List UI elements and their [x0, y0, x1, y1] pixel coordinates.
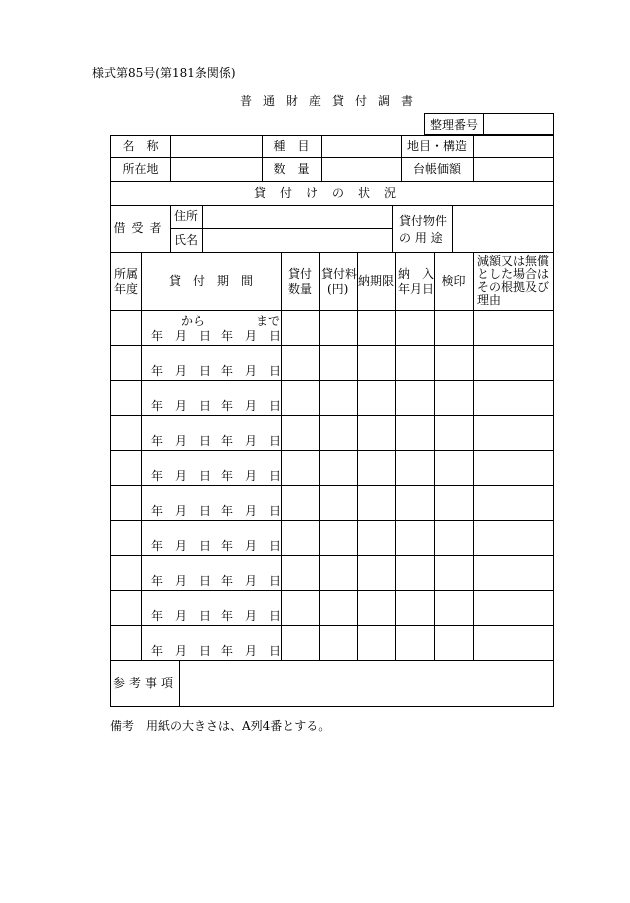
form-table — [110, 135, 554, 707]
name-label: 名 称 — [122, 139, 159, 153]
period-start-date: 年 月 日 — [151, 644, 212, 658]
reason-header-4: 理由 — [477, 293, 502, 307]
management-number-box — [424, 113, 554, 135]
period-end-date: 年 月 日 — [221, 644, 282, 658]
address-label: 住所 — [173, 209, 198, 223]
period-start-date: 年 月 日 — [151, 574, 212, 588]
reason-header-3: その根拠及び — [477, 280, 550, 294]
lease-status-label: 貸付けの状況 — [253, 185, 410, 200]
land-category-label: 地目・構造 — [406, 139, 467, 153]
period-start-date: 年 月 日 — [151, 469, 212, 483]
fiscal-year-header-1: 所属 — [114, 267, 139, 281]
period-start-date: 年 月 日 — [151, 434, 212, 448]
quantity-header-1: 貸付 — [288, 267, 313, 281]
ledger-price-label: 台帳価額 — [412, 161, 461, 176]
period-to-label: まで — [256, 314, 281, 328]
period-start-date: 年 月 日 — [151, 504, 212, 518]
period-header: 貸 付 期 間 — [168, 273, 253, 288]
page-title: 普通財産貸付調書 — [239, 94, 424, 108]
footnote: 備考 用紙の大きさは、A列4番とする。 — [110, 719, 331, 733]
reason-header-1: 減額又は無償 — [477, 254, 550, 268]
deadline-header: 納期限 — [357, 273, 394, 288]
payment-header-2: 年月日 — [398, 282, 435, 296]
period-end-date: 年 月 日 — [221, 609, 282, 623]
location-label: 所在地 — [122, 161, 159, 176]
management-number-label: 整理番号 — [425, 114, 484, 134]
period-start-date: 年 月 日 — [151, 539, 212, 553]
payment-header-1: 納 入 — [398, 267, 435, 281]
period-end-date: 年 月 日 — [221, 434, 282, 448]
fiscal-year-header-2: 年度 — [114, 282, 139, 296]
inspection-header: 検印 — [441, 273, 466, 288]
reason-header-2: とした場合は — [477, 267, 550, 281]
purpose-label-1: 貸付物件 — [399, 214, 448, 228]
remarks-label: 参考事項 — [112, 675, 177, 690]
period-end-date: 年 月 日 — [221, 539, 282, 553]
period-end-date: 年 月 日 — [221, 504, 282, 518]
period-end-date: 年 月 日 — [221, 364, 282, 378]
type-label: 種 目 — [273, 139, 310, 153]
period-end-date: 年 月 日 — [221, 329, 282, 343]
period-start-date: 年 月 日 — [151, 609, 212, 623]
borrower-label: 借受者 — [113, 221, 168, 235]
fee-header-2: (円) — [327, 282, 349, 296]
period-end-date: 年 月 日 — [221, 469, 282, 483]
period-end-date: 年 月 日 — [221, 399, 282, 413]
period-start-date: 年 月 日 — [151, 329, 212, 343]
period-from-label: から — [181, 314, 206, 328]
quantity-label: 数 量 — [273, 161, 310, 176]
borrower-name-label: 氏名 — [173, 232, 198, 247]
period-start-date: 年 月 日 — [151, 364, 212, 378]
quantity-header-2: 数量 — [288, 282, 313, 296]
period-end-date: 年 月 日 — [221, 574, 282, 588]
period-start-date: 年 月 日 — [151, 399, 212, 413]
purpose-label-2: の 用 途 — [399, 231, 443, 245]
form-id: 様式第85号(第181条関係) — [92, 66, 236, 80]
fee-header-1: 貸付料 — [321, 267, 358, 281]
